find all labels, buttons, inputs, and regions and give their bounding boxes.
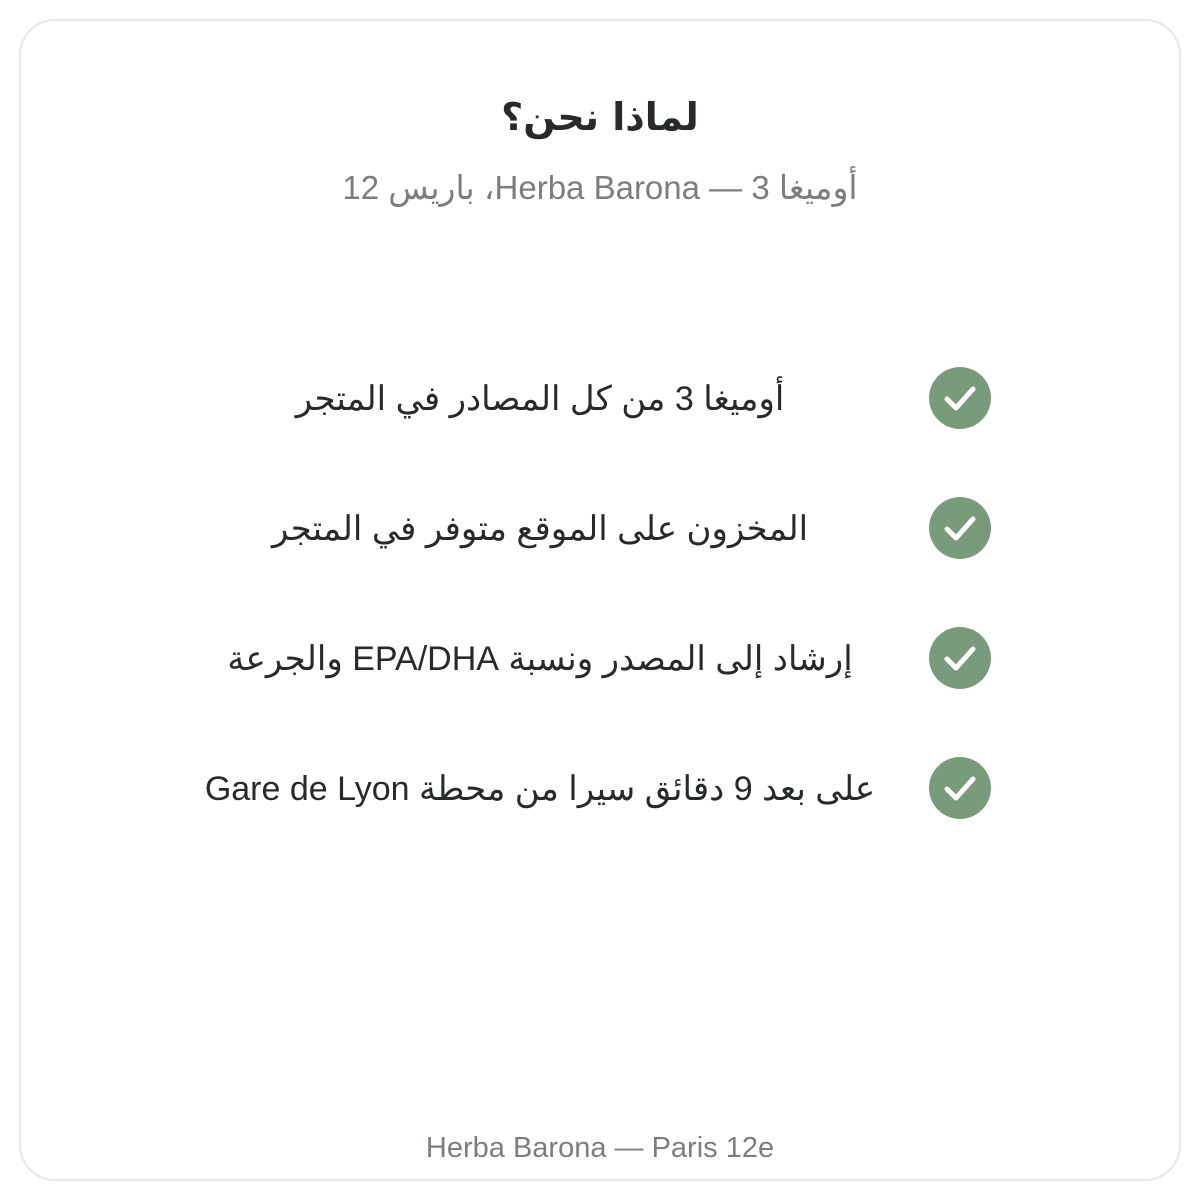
feature-text: المخزون على الموقع متوفر في المتجر: [271, 510, 809, 548]
check-circle-icon: [929, 497, 991, 559]
check-circle-icon: [929, 367, 991, 429]
page-title: لماذا نحن؟: [501, 95, 699, 139]
feature-text: على بعد 9 دقائق سيرا من محطة Gare de Lyon: [204, 770, 876, 808]
feature-item: [0, 367, 1200, 431]
feature-item: [0, 757, 1200, 821]
footer-text: Herba Barona — Paris 12e: [425, 1132, 775, 1164]
feature-item: [0, 497, 1200, 561]
feature-text: أوميغا 3 من كل المصادر في المتجر: [295, 380, 785, 418]
check-circle-icon: [929, 757, 991, 819]
page-subtitle: أوميغا 3 — Herba Barona، باريس 12: [342, 169, 858, 206]
feature-text: إرشاد إلى المصدر ونسبة EPA/DHA والجرعة: [227, 640, 853, 678]
feature-item: [0, 627, 1200, 691]
check-circle-icon: [929, 627, 991, 689]
